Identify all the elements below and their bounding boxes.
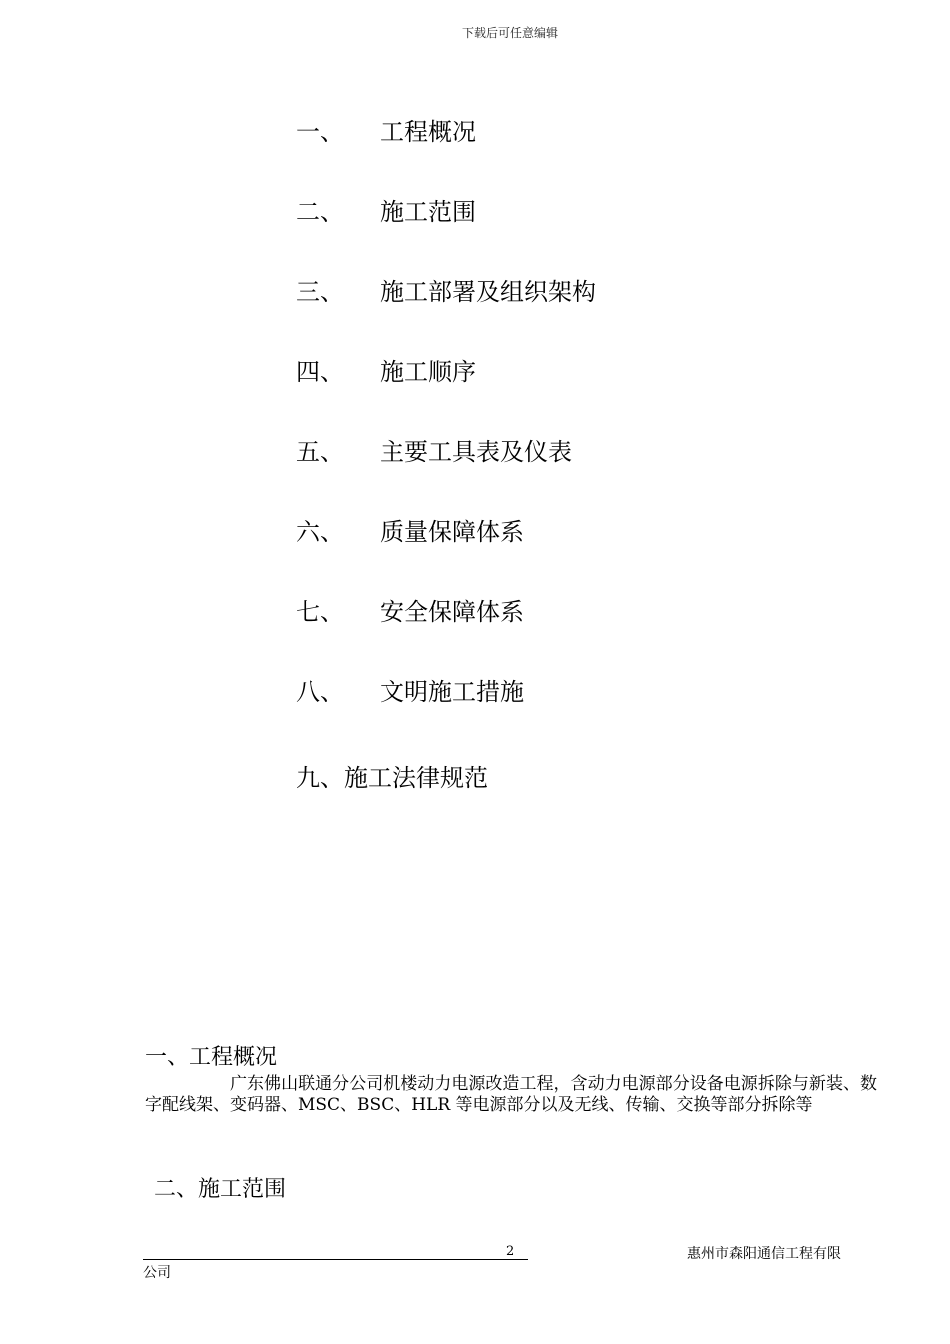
- toc-item: [296, 277, 596, 307]
- toc-item-number: 二、: [296, 198, 344, 226]
- toc-item-number: 五、: [296, 438, 344, 466]
- toc-item-number: 七、: [296, 598, 344, 626]
- header-note: 下载后可任意编辑: [461, 26, 558, 40]
- toc-item-title: 施工顺序: [380, 358, 476, 386]
- toc-item-title: 主要工具表及仪表: [380, 438, 572, 466]
- toc-item-title: 安全保障体系: [380, 598, 524, 626]
- page-number: 2: [506, 1244, 515, 1259]
- toc-item-number: 四、: [296, 358, 344, 386]
- footer-company-line1: 惠州市森阳通信工程有限: [687, 1246, 841, 1262]
- toc-item: [296, 597, 524, 627]
- footer-company-line2: 公司: [143, 1265, 171, 1281]
- toc-item-number: 八、: [296, 678, 344, 706]
- overview-paragraph: 广东佛山联通分公司机楼动力电源改造工程，含动力电源部分设备电源拆除与新装、数字配线架、变码器、MSC、BSC、HLR 等电源部分以及无线、传输、交换等部分拆除等: [145, 1074, 877, 1115]
- toc-item: [296, 357, 476, 387]
- toc-item: [296, 677, 524, 707]
- toc-item-title: 质量保障体系: [380, 518, 524, 546]
- toc-item-number: 三、: [296, 278, 344, 306]
- toc-item-title: 施工范围: [380, 198, 476, 226]
- section-heading-scope: 二、施工范围: [154, 1177, 287, 1202]
- toc-item: [296, 437, 572, 467]
- toc-item-title: 工程概况: [380, 118, 476, 146]
- toc-item: [296, 517, 524, 547]
- section-heading-overview: 一、工程概况: [145, 1045, 278, 1070]
- toc-item-number: 一、: [296, 118, 344, 146]
- toc-item-last: 九、施工法律规范: [296, 764, 488, 792]
- toc-item-title: 文明施工措施: [380, 678, 524, 706]
- footer-divider: [143, 1259, 528, 1260]
- toc-item-number: 六、: [296, 518, 344, 546]
- toc-item-title: 施工部署及组织架构: [380, 278, 596, 306]
- toc-item: [296, 117, 476, 147]
- toc-item: [296, 197, 476, 227]
